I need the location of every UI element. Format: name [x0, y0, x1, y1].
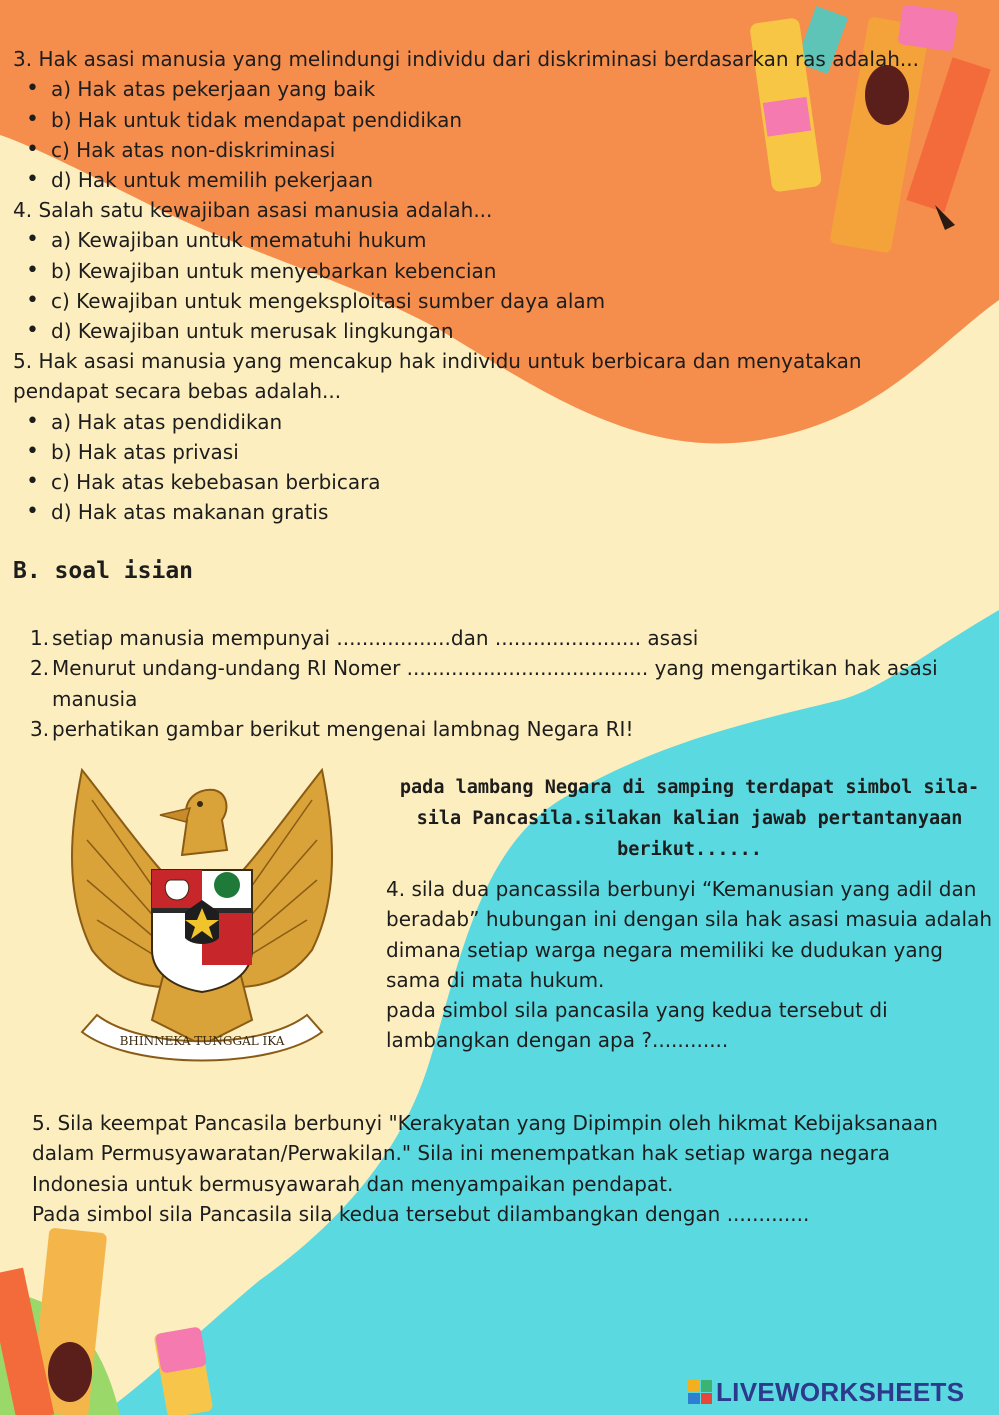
option-4d: • d) Kewajiban untuk merusak lingkungan: [13, 316, 993, 346]
essay-question-5-text: 5. Sila keempat Pancasila berbunyi "Kerakyatan yang Dipimpin oleh hikmat Kebijaksanaan dalam Permusyawaratan/Perwakilan." Sila ini menempatkan hak setiap warga negara Indonesia untuk bermusyawarah dan menyampaikan pendapat.: [32, 1111, 938, 1196]
question-4-options: [13, 225, 993, 346]
option-3d: • d) Hak untuk memilih pekerjaan: [13, 165, 993, 195]
question-5-text: 5. Hak asasi manusia yang mencakup hak individu untuk berbicara dan menyatakan pendapat secara bebas adalah...: [13, 349, 862, 404]
emblem-motto: BHINNEKA TUNGGAL IKA: [119, 1034, 285, 1048]
emblem-intro-text: pada lambang Negara di samping terdapat simbol sila-sila Pancasila.silakan kalian jawab pertantanyaan berikut......: [399, 777, 980, 860]
question-4: [13, 195, 993, 346]
garuda-pancasila-emblem: [52, 760, 352, 1070]
fill-item-1: 1. setiap manusia mempunyai ..................dan ....................... asasi: [30, 626, 699, 650]
fill-item-3: 3. perhatikan gambar berikut mengenai lambnag Negara RI!: [30, 716, 634, 741]
option-5b: • b) Hak atas privasi: [13, 437, 923, 467]
essay-question-4-text: 4. sila dua pancassila berbunyi “Kemanusian yang adil dan beradab” hubungan ini dengan sila hak asasi masuia adalah dimana setiap warga negara memiliki ke dudukan yang sama di mata hukum.: [386, 877, 993, 992]
liveworksheets-logo-icon: [688, 1380, 712, 1404]
option-5a: • a) Hak atas pendidikan: [13, 407, 923, 437]
essay-question-4: [386, 874, 998, 1056]
option-3b: • b) Hak untuk tidak mendapat pendidikan: [13, 105, 993, 135]
question-4-text: 4. Salah satu kewajiban asasi manusia adalah...: [13, 198, 493, 222]
question-3-text: 3. Hak asasi manusia yang melindungi individu dari diskriminasi berdasarkan ras adalah...: [13, 47, 919, 71]
option-3c: • c) Hak atas non-diskriminasi: [13, 135, 993, 165]
essay-question-5-prompt: Pada simbol sila Pancasila sila kedua tersebut dilambangkan dengan .............: [32, 1201, 810, 1226]
option-5d: • d) Hak atas makanan gratis: [13, 497, 923, 527]
fill-item-2: 2. Menurut undang-undang RI Nomer ...................................... yang mengartikan hak asasi manusia: [30, 656, 938, 711]
essay-question-5: [32, 1108, 982, 1229]
essay-question-4-prompt: pada simbol sila pancasila yang kedua tersebut di lambangkan dengan apa ?............: [386, 998, 888, 1053]
section-b-heading: B. soal isian: [13, 558, 194, 584]
option-5c: • c) Hak atas kebebasan berbicara: [13, 467, 923, 497]
question-3: [13, 44, 993, 195]
option-4b: • b) Kewajiban untuk menyebarkan kebencian: [13, 256, 993, 286]
question-3-options: [13, 74, 993, 195]
question-5-options: [13, 407, 923, 528]
liveworksheets-logo-text: LIVEWORKSHEETS: [716, 1376, 965, 1407]
fill-in-list: [0, 623, 975, 744]
question-5: [13, 346, 923, 528]
option-3a: • a) Hak atas pekerjaan yang baik: [13, 74, 993, 104]
option-4c: • c) Kewajiban untuk mengeksploitasi sumber daya alam: [13, 286, 993, 316]
liveworksheets-logo: [688, 1376, 964, 1408]
option-4a: • a) Kewajiban untuk mematuhi hukum: [13, 225, 993, 255]
